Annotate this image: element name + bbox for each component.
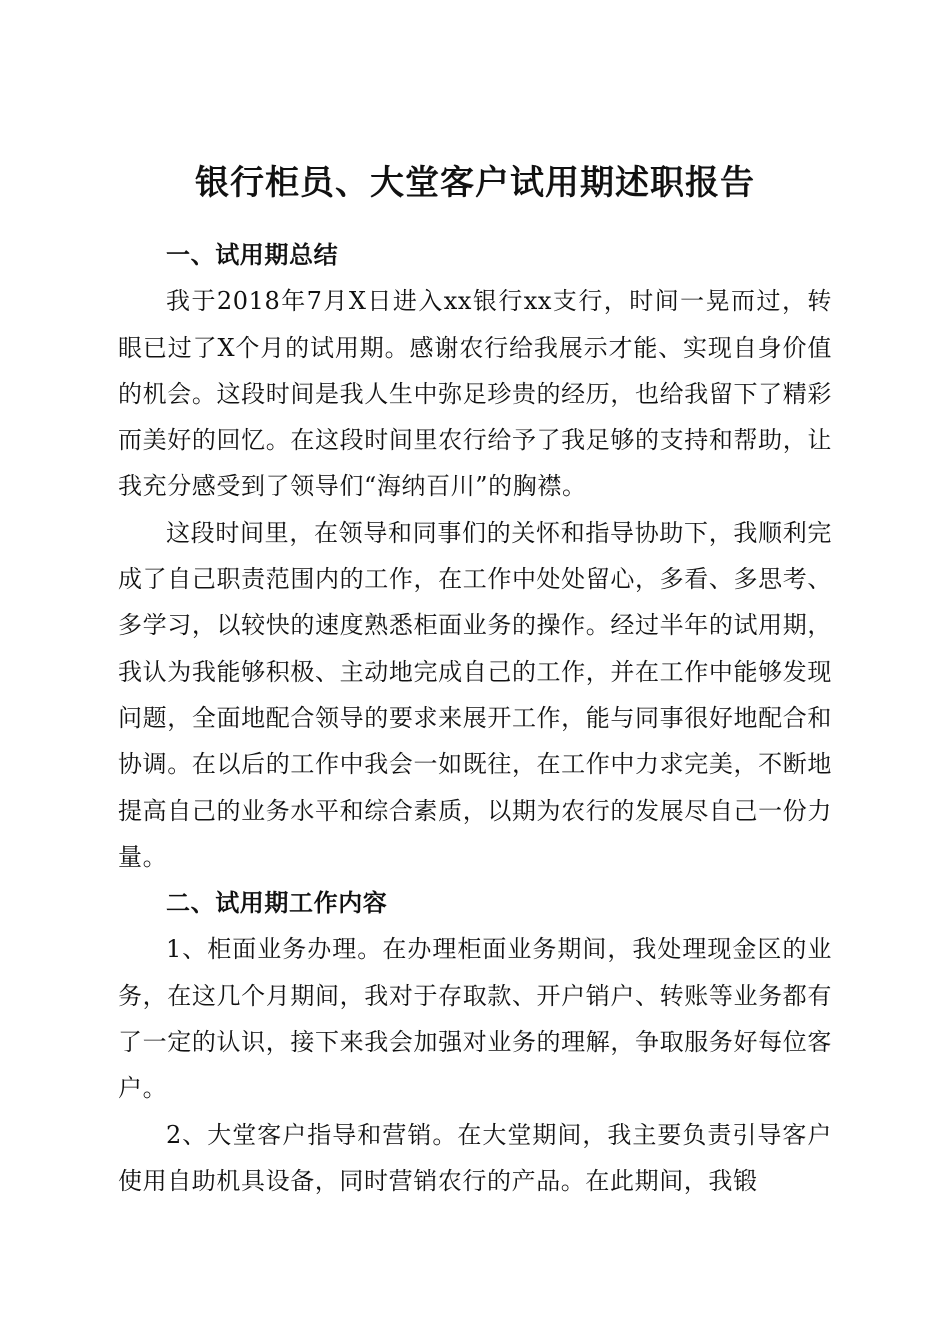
section-heading-summary: 一、试用期总结 <box>166 241 339 269</box>
document-body <box>118 232 832 1204</box>
paragraph-summary-1: 我于2018年7月X日进入xx银行xx支行，时间一晃而过，转眼已过了X个月的试用期。感谢农行给我展示才能、实现自身价值的机会。这段时间是我人生中弥足珍贵的经历，也给我留下了精彩而美好的回忆。在这段时间里农行给予了我足够的支持和帮助，让我充分感受到了领导们“海纳百川”的胸襟。 <box>118 287 832 501</box>
document-title: 银行柜员、大堂客户试用期述职报告 <box>195 162 755 203</box>
paragraph-lobby-guidance: 2、大堂客户指导和营销。在大堂期间，我主要负责引导客户使用自助机具设备，同时营销农行的产品。在此期间，我锻 <box>118 1120 832 1195</box>
section-heading-work-content: 二、试用期工作内容 <box>166 889 388 918</box>
paragraph-summary-2: 这段时间里，在领导和同事们的关怀和指导协助下，我顺利完成了自己职责范围内的工作，在工作中处处留心，多看、多思考、多学习，以较快的速度熟悉柜面业务的操作。经过半年的试用期，我认为我能够积极、主动地完成自己的工作，并在工作中能够发现问题，全面地配合领导的要求来展开工作，能与同事很好地配合和协调。在以后的工作中我会一如既往，在工作中力求完美，不断地提高自己的业务水平和综合素质，以期为农行的发展尽自己一份力量。 <box>118 518 832 871</box>
paragraph-counter-business: 1、柜面业务办理。在办理柜面业务期间，我处理现金区的业务，在这几个月期间，我对于存取款、开户销户、转账等业务都有了一定的认识，接下来我会加强对业务的理解，争取服务好每位客户。 <box>118 935 832 1103</box>
